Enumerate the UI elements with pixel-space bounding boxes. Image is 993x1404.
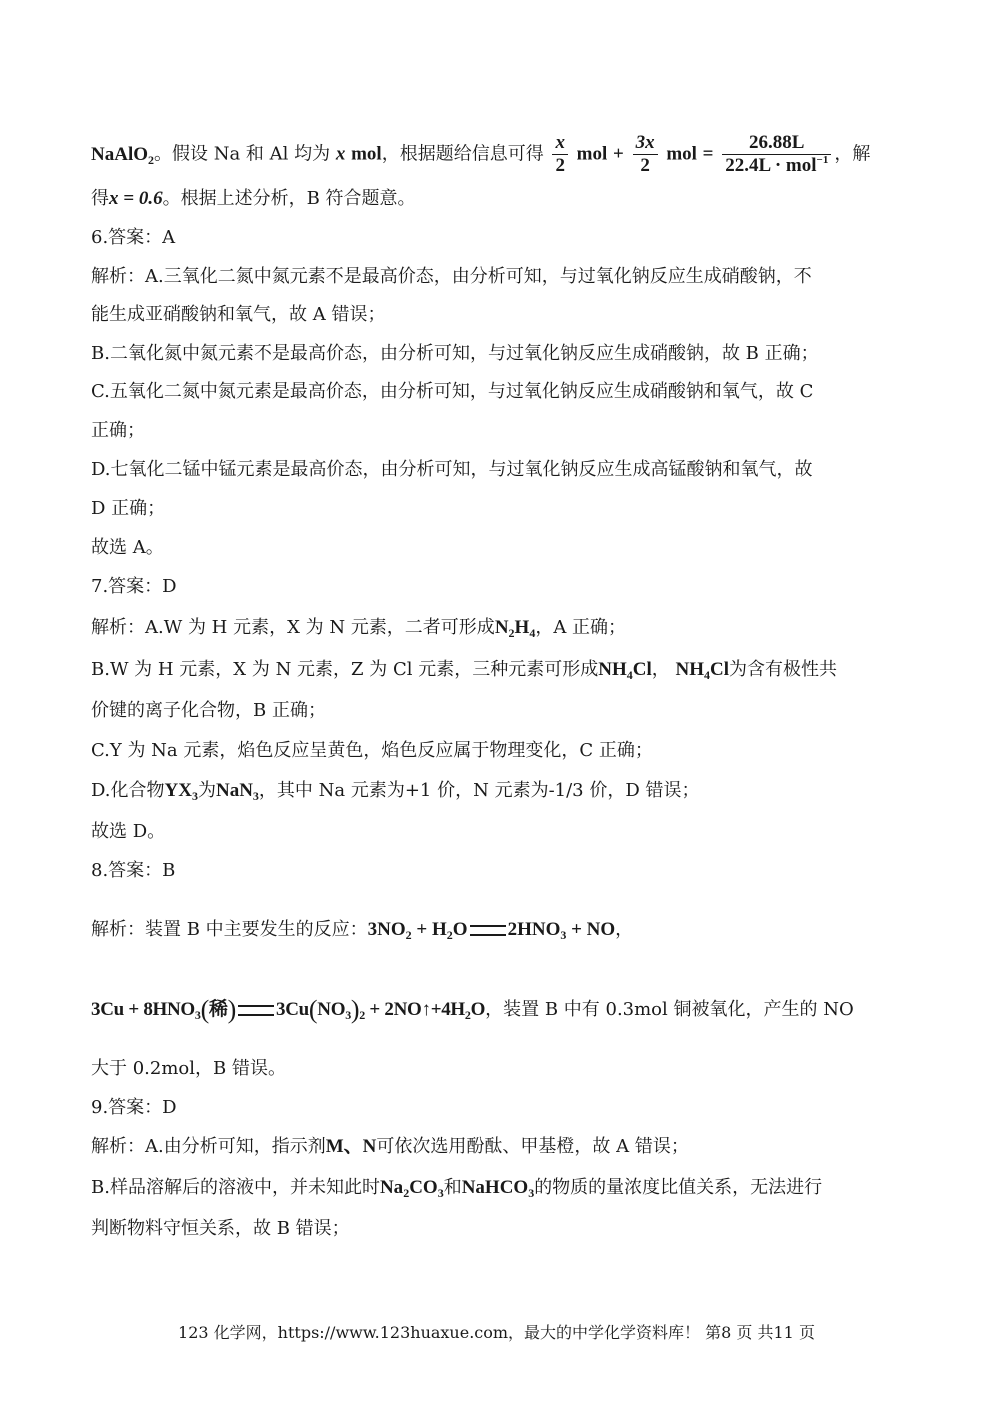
text-line-22: 大于 0.2mol，B 错误。: [91, 1058, 286, 1079]
text-line-2: 得x = 0.6。根据上述分析，B 符合题意。: [91, 188, 416, 209]
formula-yx3: $YX_3$: [164, 780, 198, 803]
text-line-6: B.二氧化氮中氮元素不是最高价态，由分析可知，与过氧化钠反应生成硝酸钠，故 B 正确；: [91, 343, 819, 364]
answer-6: 6.答案：A: [91, 227, 176, 248]
text-line-8: 正确；: [91, 420, 145, 441]
equation-cu-nitric: $3Cu + 8HNO_3$(稀) $3Cu(NO_3)_2$ + $2NO↑+4H_2O$: [91, 995, 486, 1024]
fraction-3x-over-2: $\frac{3x}{2}$: [633, 132, 658, 177]
equation-no2-water: $3NO_2 + H_2O$ $2HNO_3$ + NO: [367, 919, 616, 942]
text-line-4: 解析：A.三氧化二氮中氮元素不是最高价态，由分析可知，与过氧化钠反应生成硝酸钠，不: [91, 266, 812, 287]
text-line-18: 故选 D。: [91, 821, 166, 842]
text-line-21: $3Cu + 8HNO_3$(稀) $3Cu(NO_3)_2$ + $2NO↑+4H_2O$，装置 B 中有 0.3mol 铜被氧化，产生的 NO: [91, 995, 854, 1024]
text-line-17: D.化合物$YX_3$为NaN$_3$，其中 Na 元素为+1 价，N 元素为-1/3 价，D 错误；: [91, 780, 700, 803]
answer-7: 7.答案：D: [91, 576, 177, 597]
text-line-13: 解析：A.W 为 H 元素，X 为 N 元素，二者可形成$N_2H_4$，A 正确；: [91, 617, 627, 640]
text-line-10: D 正确；: [91, 498, 166, 519]
text-line-5: 能生成亚硝酸钠和氧气，故 A 错误；: [91, 304, 386, 325]
formula-n2h4: $N_2H_4$: [494, 617, 536, 640]
fraction-x-over-2: $\frac{x}{2}$: [552, 132, 568, 177]
text-line-16: C.Y 为 Na 元素，焰色反应呈黄色，焰色反应属于物理变化，C 正确；: [91, 740, 653, 761]
gas-up-arrow: ↑: [421, 999, 431, 1020]
text-line-11: 故选 A。: [91, 537, 164, 558]
text-line-15: 价键的离子化合物，B 正确；: [91, 700, 326, 721]
indicator-m-n: M、N: [325, 1136, 377, 1157]
text-line-20: 解析：装置 B 中主要发生的反应：$3NO_2 + H_2O$ $2HNO_3$ + NO，: [91, 919, 634, 942]
page-footer: 123 化学网，https://www.123huaxue.com，最大的中学化学资料库！ 第8 页 共11 页: [178, 1323, 815, 1342]
text-line-1: NaAlO$_2$。假设 Na 和 Al 均为 x mol，根据题给信息可得 $\frac{x}{2}$ mol + $\frac{3x}{2}$ mol = $\frac{26.88L}{22.4L \cdot mol^{-1}}$ ，解: [91, 132, 871, 176]
text-line-24: 解析：A.由分析可知，指示剂M、N可依次选用酚酞、甲基橙，故 A 错误；: [91, 1136, 689, 1157]
formula-naalo2: NaAlO$_2$: [91, 143, 154, 167]
text-line-25: B.样品溶解后的溶液中，并未知此时$Na_2CO_3$和NaHCO$_3$的物质的量浓度比值关系，无法进行: [91, 1177, 823, 1200]
text-line-9: D.七氧化二锰中锰元素是最高价态，由分析可知，与过氧化钠反应生成高锰酸钠和氧气，故: [91, 459, 813, 480]
formula-nan3: NaN$_3$: [215, 780, 259, 803]
fraction-volume: $\frac{26.88L}{22.4L \cdot mol^{-1}}$: [722, 132, 831, 177]
formula-nh4cl-2: $NH_4Cl$: [675, 659, 729, 682]
answer-9: 9.答案：D: [91, 1097, 177, 1118]
text-line-26: 判断物料守恒关系，故 B 错误；: [91, 1218, 350, 1239]
text-line-7: C.五氧化二氮中氮元素是最高价态，由分析可知，与过氧化钠反应生成硝酸钠和氧气，故 C: [91, 381, 814, 402]
formula-nh4cl: $NH_4Cl$: [598, 659, 652, 682]
equals-sign-reaction-2: [238, 1005, 274, 1016]
formula-na2co3: $Na_2CO_3$: [379, 1177, 444, 1200]
equals-sign-reaction: [470, 925, 506, 936]
answer-8: 8.答案：B: [91, 860, 176, 881]
formula-nahco3: NaHCO$_3$: [461, 1177, 535, 1200]
math-x-equals: x = 0.6: [109, 188, 163, 209]
text-line-14: B.W 为 H 元素，X 为 N 元素，Z 为 Cl 元素，三种元素可形成$NH_4Cl$， $NH_4Cl$为含有极性共: [91, 659, 837, 682]
